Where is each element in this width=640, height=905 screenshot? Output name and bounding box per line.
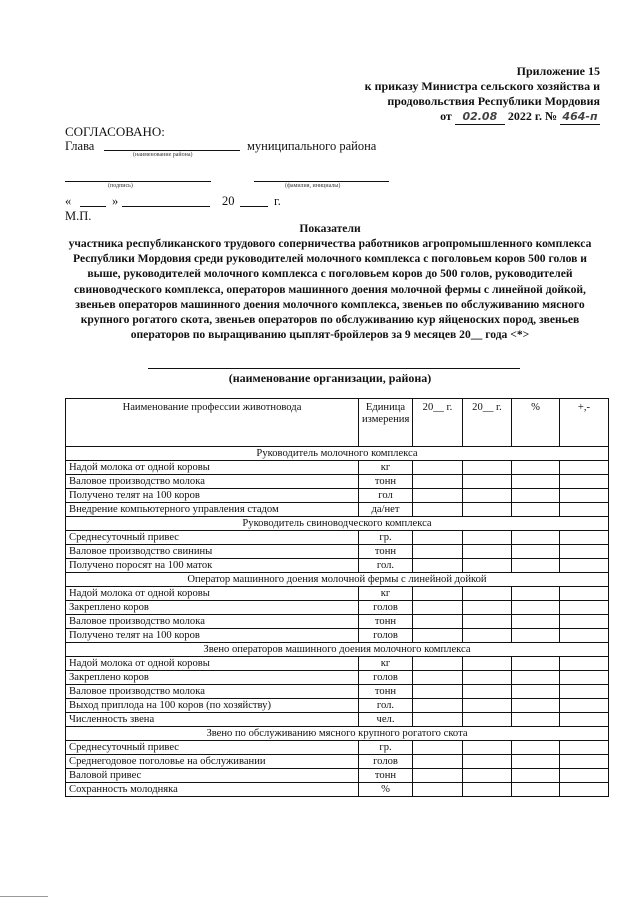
value-cell[interactable] [463,741,512,755]
indicator-name: Сохранность молодняка [66,783,359,797]
date-prefix: от [440,109,452,123]
head-label: Глава [65,139,95,153]
indicator-unit: тонн [359,769,413,783]
indicator-unit: тонн [359,685,413,699]
indicator-name: Валовое производство молока [66,475,359,489]
value-cell[interactable] [560,713,609,727]
value-cell[interactable] [463,699,512,713]
value-cell[interactable] [512,685,560,699]
value-cell[interactable] [463,475,512,489]
value-cell[interactable] [413,489,463,503]
indicator-name: Надой молока от одной коровы [66,461,359,475]
value-cell[interactable] [512,461,560,475]
indicator-name: Среднесуточный привес [66,531,359,545]
value-cell[interactable] [560,755,609,769]
indicator-unit: гол. [359,699,413,713]
document-heading: Показатели [299,222,361,235]
indicator-name: Внедрение компьютерного управления стадом [66,503,359,517]
indicator-unit: кг [359,657,413,671]
table-row [66,587,609,601]
table-row [66,685,609,699]
handwritten-date: 02.08 [455,109,505,125]
value-cell[interactable] [413,741,463,755]
value-cell[interactable] [512,671,560,685]
table-row [66,713,609,727]
value-cell[interactable] [413,545,463,559]
indicator-name: Валовое производство свинины [66,545,359,559]
order-line-2: продовольствия Республики Мордовия [387,94,600,108]
value-cell[interactable] [512,545,560,559]
value-cell[interactable] [413,601,463,615]
value-cell[interactable] [463,461,512,475]
indicator-name: Валовое производство молока [66,615,359,629]
indicator-name: Выход приплода на 100 коров (по хозяйству) [66,699,359,713]
value-cell[interactable] [512,503,560,517]
value-cell[interactable] [463,545,512,559]
indicator-name: Надой молока от одной коровы [66,657,359,671]
table-row [66,559,609,573]
appendix-title: Приложение 15 [516,64,600,78]
table-row [66,531,609,545]
value-cell[interactable] [560,685,609,699]
month-line [122,194,210,207]
value-cell[interactable] [512,741,560,755]
indicator-name: Среднесуточный привес [66,741,359,755]
value-cell[interactable] [413,783,463,797]
header-profession: Наименование профессии животновода [66,399,359,447]
indicator-name: Получено поросят на 100 маток [66,559,359,573]
year-line [240,194,268,207]
value-cell[interactable] [560,531,609,545]
indicator-unit: гр. [359,741,413,755]
signature-caption: (подпись) [108,183,133,189]
header-year-1: 20__ г. [413,399,463,447]
district-text: муниципального района [247,139,377,153]
value-cell[interactable] [463,769,512,783]
year-number-label: 2022 г. № [507,109,557,123]
district-caption: (наименование района) [133,152,193,158]
order-date-line [440,109,600,125]
table-row [66,629,609,643]
indicator-unit: кг [359,461,413,475]
table-row [66,601,609,615]
date-close-quote: » [112,194,119,208]
indicator-name: Численность звена [66,713,359,727]
value-cell[interactable] [413,755,463,769]
value-cell[interactable] [560,615,609,629]
section-title: Оператор машинного доения молочной фермы с линейной дойкой [66,573,609,587]
value-cell[interactable] [413,685,463,699]
value-cell[interactable] [512,657,560,671]
value-cell[interactable] [560,741,609,755]
value-cell[interactable] [413,671,463,685]
indicator-name: Надой молока от одной коровы [66,587,359,601]
indicator-name: Закреплено коров [66,671,359,685]
table-row [66,461,609,475]
indicator-unit: % [359,783,413,797]
org-line [148,360,520,369]
value-cell[interactable] [463,503,512,517]
value-cell[interactable] [463,783,512,797]
value-cell[interactable] [413,629,463,643]
value-cell[interactable] [560,489,609,503]
order-line-1: к приказу Министра сельского хозяйства и [364,79,600,93]
indicator-unit: чел. [359,713,413,727]
value-cell[interactable] [512,489,560,503]
indicator-unit: тонн [359,545,413,559]
indicator-unit: голов [359,601,413,615]
value-cell[interactable] [463,601,512,615]
value-cell[interactable] [463,713,512,727]
value-cell[interactable] [560,503,609,517]
value-cell[interactable] [512,559,560,573]
value-cell[interactable] [560,475,609,489]
value-cell[interactable] [512,531,560,545]
indicator-unit: гол. [359,559,413,573]
value-cell[interactable] [413,475,463,489]
value-cell[interactable] [413,559,463,573]
value-cell[interactable] [512,601,560,615]
scan-mark [0,896,48,897]
value-cell[interactable] [512,629,560,643]
indicator-unit: голов [359,629,413,643]
header-year-2: 20__ г. [463,399,512,447]
value-cell[interactable] [512,713,560,727]
value-cell[interactable] [413,699,463,713]
value-cell[interactable] [512,699,560,713]
table-row [66,783,609,797]
value-cell[interactable] [463,587,512,601]
indicator-unit: гол [359,489,413,503]
header-delta: +,- [560,399,609,447]
value-cell[interactable] [512,475,560,489]
district-line [104,138,240,151]
table-row [66,489,609,503]
value-cell[interactable] [560,629,609,643]
indicator-name: Валовой привес [66,769,359,783]
date-open-quote: « [65,194,72,208]
document-description: участника республиканского трудового соперничества работников агропромышленного комплекса Республики Мордовия среди руководителей молочного комплекса с поголовьем коров 500 голов и выше, руководителей молочного комплекса с поголовьем коров до 500 голов, руководителей свиноводческого комплекса, операторов машинного доения молочной фермы с линейной дойкой, звеньев операторов машинного доения молочного комплекса, звеньев по обслуживанию мясного крупного рогатого скота, звеньев операторов по обслуживанию кур яйценоских пород, звеньев операторов по выращиванию цыплят-бройлеров за 9 месяцев 20__ года <*> [68,237,592,342]
value-cell[interactable] [560,657,609,671]
value-cell[interactable] [413,461,463,475]
indicator-unit: кг [359,587,413,601]
table-row [66,769,609,783]
value-cell[interactable] [512,587,560,601]
value-cell[interactable] [463,615,512,629]
value-cell[interactable] [560,461,609,475]
value-cell[interactable] [463,657,512,671]
name-caption: (фамилия, инициалы) [285,183,341,189]
value-cell[interactable] [512,615,560,629]
value-cell[interactable] [560,783,609,797]
indicator-name: Получено телят на 100 коров [66,629,359,643]
value-cell[interactable] [413,503,463,517]
value-cell[interactable] [463,685,512,699]
table-row [66,545,609,559]
value-cell[interactable] [560,601,609,615]
table-row [66,741,609,755]
value-cell[interactable] [512,783,560,797]
year-label: 20 [222,194,235,208]
value-cell[interactable] [463,489,512,503]
value-cell[interactable] [560,587,609,601]
table-row [66,657,609,671]
header-unit: Единица измерения [359,399,413,447]
table-row [66,615,609,629]
indicator-name: Закреплено коров [66,601,359,615]
value-cell[interactable] [413,713,463,727]
value-cell[interactable] [463,671,512,685]
value-cell[interactable] [413,587,463,601]
agreed-label: СОГЛАСОВАНО: [65,124,165,139]
value-cell[interactable] [463,531,512,545]
indicators-table [65,398,609,797]
day-line [80,194,106,207]
name-line [254,170,389,182]
section-title: Звено по обслуживанию мясного крупного рогатого скота [66,727,609,741]
section-title: Руководитель свиноводческого комплекса [66,517,609,531]
value-cell[interactable] [413,531,463,545]
value-cell[interactable] [560,699,609,713]
indicator-name: Валовое производство молока [66,685,359,699]
value-cell[interactable] [512,769,560,783]
table-row [66,475,609,489]
org-caption: (наименование организации, района) [228,371,432,385]
value-cell[interactable] [560,671,609,685]
value-cell[interactable] [560,545,609,559]
signature-line [65,170,211,182]
year-suffix: г. [274,194,281,208]
table-row [66,755,609,769]
value-cell[interactable] [463,755,512,769]
indicator-unit: да/нет [359,503,413,517]
indicator-unit: голов [359,755,413,769]
indicator-name: Среднегодовое поголовье на обслуживании [66,755,359,769]
value-cell[interactable] [560,769,609,783]
indicator-unit: тонн [359,615,413,629]
table-row [66,671,609,685]
handwritten-number: 464-п [560,109,600,125]
header-percent: % [512,399,560,447]
indicator-unit: голов [359,671,413,685]
section-title: Звено операторов машинного доения молочного комплекса [66,643,609,657]
section-title: Руководитель молочного комплекса [66,447,609,461]
table-row [66,699,609,713]
value-cell[interactable] [463,629,512,643]
indicator-name: Получено телят на 100 коров [66,489,359,503]
table-header-row [66,399,609,447]
value-cell[interactable] [512,755,560,769]
stamp-label: М.П. [65,209,92,223]
value-cell[interactable] [560,559,609,573]
value-cell[interactable] [413,657,463,671]
indicator-unit: тонн [359,475,413,489]
indicator-unit: гр. [359,531,413,545]
value-cell[interactable] [413,615,463,629]
value-cell[interactable] [413,769,463,783]
table-row [66,503,609,517]
value-cell[interactable] [463,559,512,573]
